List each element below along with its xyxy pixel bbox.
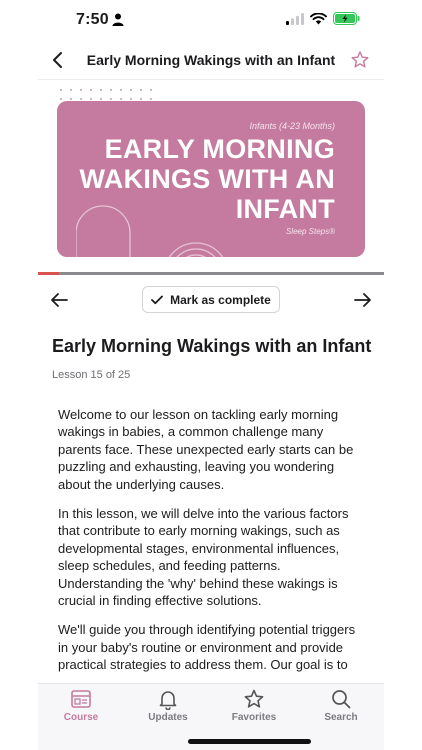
bell-icon bbox=[157, 688, 179, 710]
home-indicator bbox=[188, 739, 311, 744]
wifi-icon bbox=[310, 13, 327, 25]
tab-search-label: Search bbox=[324, 712, 358, 723]
banner-subtitle: Infants (4-23 Months) bbox=[249, 121, 335, 131]
status-icons bbox=[286, 12, 360, 25]
back-chevron-icon[interactable] bbox=[48, 50, 68, 70]
lesson-paragraph: Welcome to our lesson on tackling early morning wakings in babies, a common challenge many parents face. These unexpected early starts can be puzzling and exhausting, leaving you wondering about the underlying causes. bbox=[58, 407, 354, 492]
favorite-star-icon[interactable] bbox=[350, 50, 370, 70]
lesson-count: Lesson 15 of 25 bbox=[52, 369, 131, 381]
banner-title: EARLY MORNING WAKINGS WITH AN INFANT bbox=[79, 134, 335, 224]
lesson-navigation bbox=[38, 284, 384, 316]
checkmark-icon bbox=[151, 295, 163, 305]
lesson-content bbox=[58, 406, 368, 684]
lesson-banner bbox=[38, 82, 384, 274]
tab-course-label: Course bbox=[63, 712, 99, 723]
battery-icon bbox=[333, 12, 360, 25]
tab-updates-label: Updates bbox=[148, 712, 188, 723]
course-icon bbox=[70, 688, 92, 710]
tab-favorites[interactable] bbox=[211, 684, 297, 728]
lesson-paragraph: We'll guide you through identifying potential triggers in your baby's routine or environment and provide practical strategies to address them. Our goal is to bbox=[58, 622, 356, 673]
lesson-title: Early Morning Wakings with an Infant bbox=[52, 336, 372, 356]
mark-complete-label: Mark as complete bbox=[170, 292, 271, 307]
progress-fill bbox=[38, 272, 59, 275]
search-icon bbox=[330, 688, 352, 710]
lesson-paragraph: In this lesson, we will delve into the various factors that contribute to early morning wakings, such as developmental stages, environmental influences, sleep schedules, and feeding patterns. Understanding the 'why' behind these wakings is crucial in finding effective solutions. bbox=[58, 506, 349, 609]
banner-card bbox=[57, 101, 365, 257]
status-bar bbox=[0, 0, 422, 42]
previous-arrow-icon[interactable] bbox=[49, 290, 69, 310]
navigation-header bbox=[38, 42, 384, 80]
tab-course[interactable] bbox=[38, 684, 124, 728]
signal-icon bbox=[286, 13, 304, 25]
tab-favorites-label: Favorites bbox=[231, 712, 277, 723]
status-time: 7:50 bbox=[76, 11, 109, 28]
person-icon bbox=[112, 13, 124, 26]
banner-brand: Sleep Steps® bbox=[285, 227, 335, 236]
tab-bar bbox=[38, 683, 384, 750]
progress-track bbox=[38, 272, 384, 275]
page-title: Early Morning Wakings with an Infant bbox=[86, 52, 336, 68]
tab-updates[interactable] bbox=[125, 684, 211, 728]
next-arrow-icon[interactable] bbox=[353, 290, 373, 310]
mark-complete-button[interactable] bbox=[142, 286, 280, 313]
star-icon bbox=[243, 688, 265, 710]
tab-search[interactable] bbox=[298, 684, 384, 728]
